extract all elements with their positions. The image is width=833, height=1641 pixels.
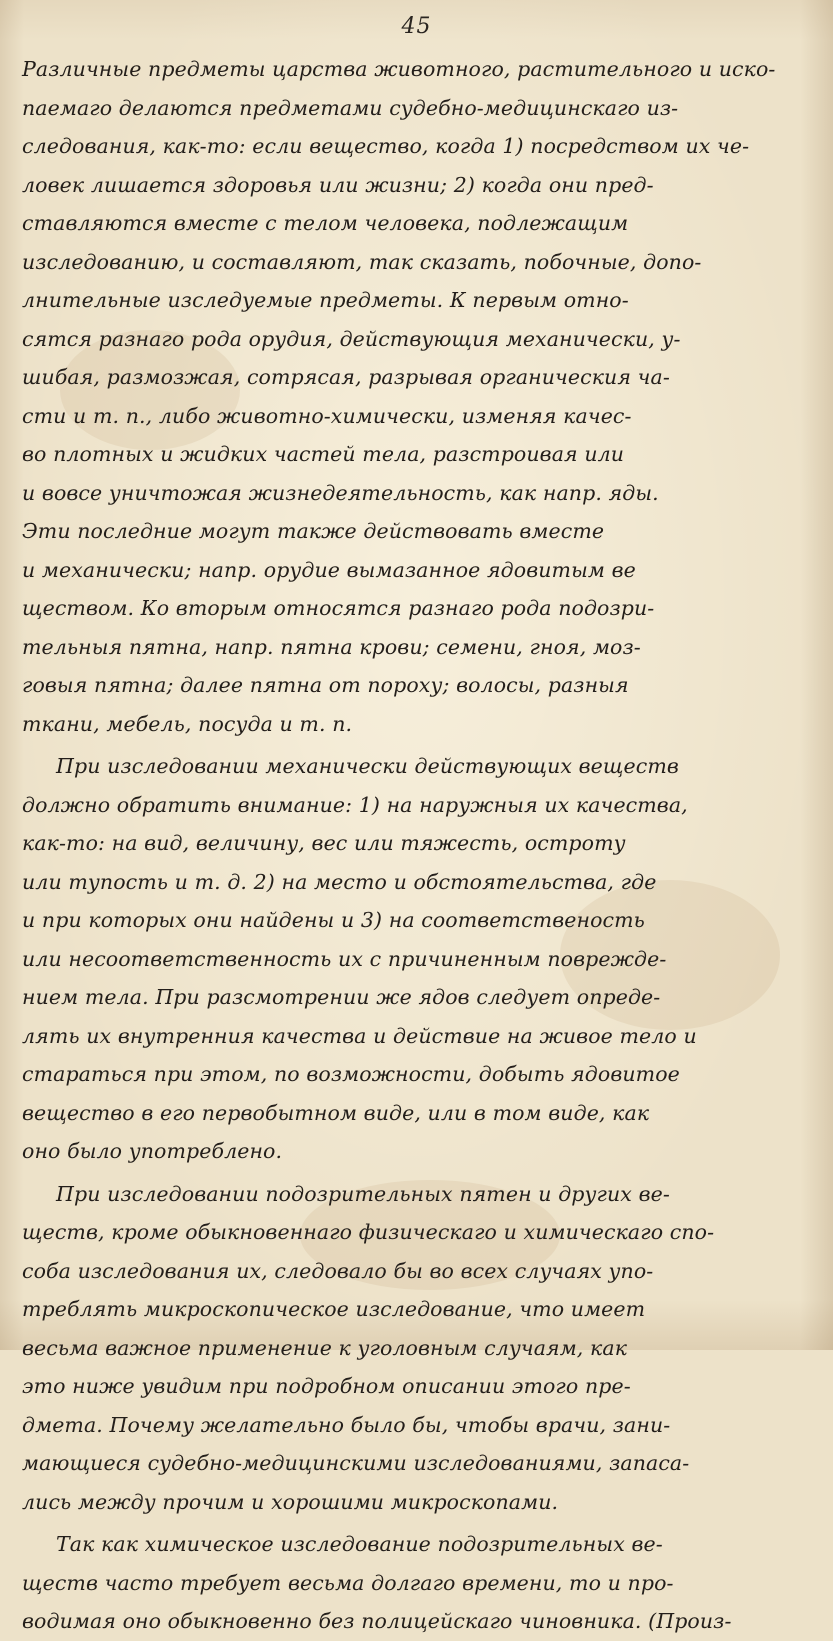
- text-line: во плотных и жидких частей тела, разстроивая или: [22, 442, 625, 466]
- text-line: нием тела. При разсмотрении же ядов следует опреде-: [22, 985, 661, 1009]
- text-line: следования, как-то: если вещество, когда 1) посредством их че-: [22, 134, 750, 158]
- text-line: шибая, размозжая, сотрясая, разрывая органическия ча-: [22, 365, 670, 389]
- text-line: ществ, кроме обыкновеннаго физическаго и химическаго спо-: [22, 1220, 715, 1244]
- text-line: ткани, мебель, посуда и т. п.: [22, 711, 353, 736]
- text-line: или несоответственность их с причиненным поврежде-: [22, 946, 667, 971]
- text-line: мающиеся судебно-медицинскими изследованиями, запаса-: [22, 1451, 690, 1475]
- text-line: стараться при этом, по возможности, добыть ядовитое: [22, 1062, 680, 1086]
- text-line: как-то: на вид, величину, вес или тяжесть, остроту: [22, 831, 626, 855]
- text-line: тельныя пятна, напр. пятна крови; семени, гноя, моз-: [22, 634, 641, 659]
- text-line: лись между прочим и хорошими микроскопами.: [22, 1489, 559, 1514]
- text-line: Различные предметы царства животного, растительного и иско-: [22, 57, 776, 81]
- text-line: вещество в его первобытном виде, или в том виде, как: [22, 1100, 650, 1125]
- text-line: водимая оно обыкновенно без полицейскаго чиновника. (Произ-: [22, 1609, 732, 1633]
- text-line: и при которых они найдены и 3) на соответственость: [22, 908, 645, 932]
- text-line: оно было употреблено.: [22, 1139, 283, 1163]
- paragraph-start-line: Так как химическое изследование подозрительных ве-: [56, 1532, 663, 1556]
- text-line: дмета. Почему желательно было бы, чтобы врачи, зани-: [22, 1412, 671, 1437]
- text-line: ществ часто требует весьма долгаго времени, то и про-: [22, 1570, 674, 1595]
- text-line: и механически; напр. орудие вымазанное ядовитым ве: [22, 557, 636, 582]
- page-number: 45: [401, 14, 432, 39]
- text-line: должно обратить внимание: 1) на наружныя их качества,: [22, 792, 688, 817]
- text-line: сятся разнаго рода орудия, действующия механически, у-: [22, 326, 681, 351]
- paragraph-start-line: При изследовании механически действующих веществ: [56, 754, 679, 778]
- text-line: соба изследования их, следовало бы во всех случаях упо-: [22, 1258, 654, 1283]
- text-line: весьма важное применение к уголовным случаям, как: [22, 1335, 628, 1360]
- text-line: треблять микроскопическое изследование, что имеет: [22, 1297, 646, 1321]
- text-line: говыя пятна; далее пятна от пороху; волосы, разныя: [22, 673, 629, 697]
- paragraph-start-line: При изследовании подозрительных пятен и других ве-: [56, 1181, 670, 1206]
- text-line: сти и т. п., либо животно-химически, изменяя качес-: [22, 403, 632, 428]
- text-line: паемаго делаются предметами судебно-медицинскаго из-: [22, 95, 679, 120]
- text-line: Эти последние могут также действовать вместе: [22, 519, 605, 543]
- text-line: ществом. Ко вторым относятся разнаго рода подозри-: [22, 596, 655, 620]
- text-line: ставляются вместе с телом человека, подлежащим: [22, 211, 629, 235]
- text-line: изследованию, и составляют, так сказать, побочные, допо-: [22, 249, 702, 274]
- text-line: или тупость и т. д. 2) на место и обстоятельства, где: [22, 869, 657, 894]
- text-line: ловек лишается здоровья или жизни; 2) когда они пред-: [22, 172, 654, 197]
- text-line: и вовсе уничтожая жизнедеятельность, как напр. яды.: [22, 480, 659, 505]
- text-line: это ниже увидим при подробном описании этого пре-: [22, 1374, 631, 1398]
- text-line: лять их внутренния качества и действие на живое тело и: [22, 1023, 697, 1048]
- text-line: лнительные изследуемые предметы. К первым отно-: [22, 288, 629, 312]
- handwritten-text: [22, 50, 812, 1641]
